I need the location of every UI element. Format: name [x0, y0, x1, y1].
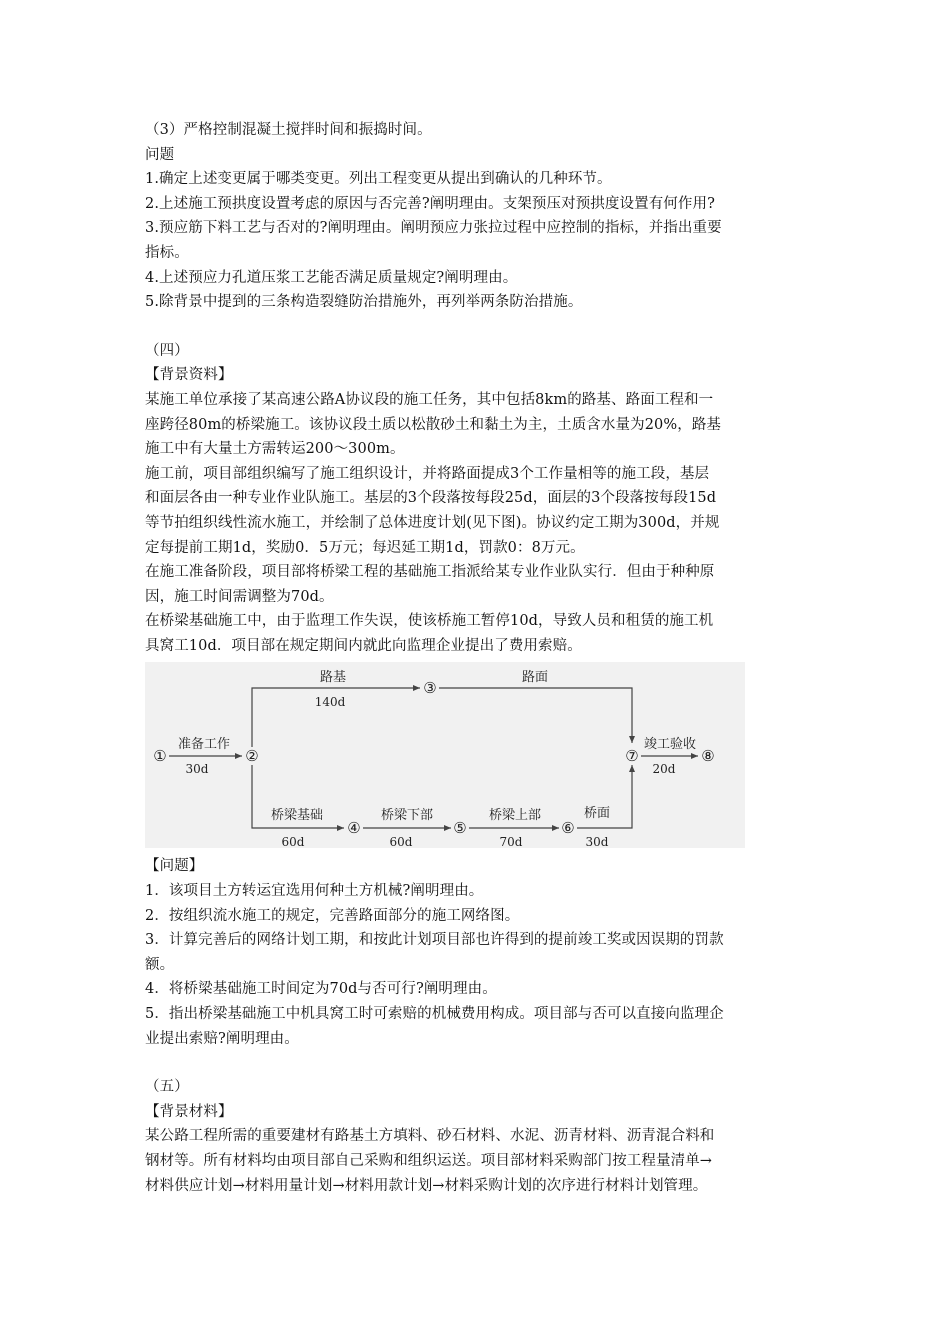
text-line: 5．指出桥梁基础施工中机具窝工时可索赔的机械费用构成。项目部与否可以直接向监理企: [145, 1006, 724, 1023]
text-line: 2．按组织流水施工的规定，完善路面部分的施工网络图。: [145, 907, 520, 924]
network-diagram: [145, 662, 745, 848]
node-8: ⑧: [701, 747, 715, 766]
node-1: ①: [153, 747, 167, 766]
text-line: 因，施工时间需调整为70d。: [145, 588, 334, 605]
text-line: 在施工准备阶段，项目部将桥梁工程的基础施工指派给某专业作业队实行．但由于种种原: [145, 564, 715, 581]
text-line: 指标。: [145, 244, 189, 261]
edge-label: 桥梁下部: [380, 808, 434, 824]
text-line: 具窝工10d．项目部在规定期间内就此向监理企业提出了费用索赔。: [145, 637, 582, 654]
network-diagram-svg: [145, 662, 745, 848]
block-section-4-background: [145, 339, 810, 659]
block-questions-3: [145, 118, 810, 315]
node-5: ⑤: [453, 819, 467, 838]
text-line: 某施工单位承接了某高速公路A协议段的施工任务，其中包括8km的路基、路面工程和一: [145, 391, 714, 408]
node-4: ④: [347, 819, 361, 838]
text-line: 施工中有大量土方需转运200～300m。: [145, 441, 405, 458]
edge-label: 桥梁上部: [488, 808, 542, 824]
text-line: 2.上述施工预拱度设置考虑的原因与否完善?阐明理由。支架预压对预拱度设置有何作用?: [145, 195, 715, 212]
document-page: [145, 118, 810, 1198]
edge-label: 桥面: [583, 806, 611, 822]
node-2: ②: [245, 747, 259, 766]
text-line: 1.确定上述变更属于哪类变更。列出工程变更从提出到确认的几种环节。: [145, 171, 612, 188]
edge-duration: 60d: [281, 835, 305, 849]
text-line: 等节拍组织线性流水施工，并绘制了总体进度计划(见下图)。协议约定工期为300d，并规: [145, 514, 720, 531]
edge-duration: 30d: [185, 762, 209, 777]
section-heading: （五）: [145, 1079, 189, 1096]
block-questions-4: [145, 854, 810, 1051]
block-section-5-background: [145, 1075, 810, 1198]
edge-label: 竣工验收: [643, 737, 697, 753]
text-line: 在桥梁基础施工中，由于监理工作失误，使该桥施工暂停10d，导致人员和租赁的施工机: [145, 613, 714, 630]
text-line: 3．计算完善后的网络计划工期，和按此计划项目部也许得到的提前竣工奖或因误期的罚款: [145, 932, 724, 949]
subsection-heading: 【背景资料】: [145, 367, 233, 384]
text-line: 额。: [145, 956, 175, 973]
node-6: ⑥: [561, 819, 575, 838]
edge-label: 准备工作: [177, 737, 231, 753]
text-line: 施工前，项目部组织编写了施工组织设计，并将路面提成3个工作量相等的施工段，基层: [145, 465, 710, 482]
edge-label: 路面: [521, 670, 549, 686]
subsection-heading: 【问题】: [145, 858, 204, 875]
text-line: 座跨径80m的桥梁施工。该协议段土质以松散砂土和黏土为主，土质含水量为20%，路基: [145, 416, 722, 433]
text-line: 4．将桥梁基础施工时间定为70d与否可行?阐明理由。: [145, 981, 497, 998]
text-line: 4.上述预应力孔道压浆工艺能否满足质量规定?阐明理由。: [145, 269, 518, 286]
text-line: （3）严格控制混凝土搅拌时间和振捣时间。: [145, 122, 432, 138]
section-heading: （四）: [145, 342, 189, 359]
text-line: 1．该项目土方转运宜选用何种土方机械?阐明理由。: [145, 883, 484, 900]
edge-3-7: [439, 688, 632, 743]
node-3: ③: [423, 679, 437, 698]
node-7: ⑦: [625, 747, 639, 766]
text-line: 业提出索赔?阐明理由。: [145, 1030, 299, 1047]
subsection-heading: 【背景材料】: [145, 1103, 233, 1120]
text-line: 定每提前工期1d，奖励0．5万元；每迟延工期1d，罚款0：8万元。: [145, 539, 585, 556]
text-line: 某公路工程所需的重要建材有路基土方填料、砂石材料、水泥、沥青材料、沥青混合料和: [145, 1128, 715, 1145]
text-line: 材料供应计划→材料用量计划→材料用款计划→材料采购计划的次序进行材料计划管理。: [145, 1177, 708, 1194]
edge-label: 桥梁基础: [270, 808, 324, 824]
edge-duration: 60d: [389, 835, 413, 849]
text-line: 钢材等。所有材料均由项目部自己采购和组织运送。项目部材料采购部门按工程量清单→: [145, 1153, 713, 1169]
text-line: 5.除背景中提到的三条构造裂缝防治措施外，再列举两条防治措施。: [145, 294, 583, 311]
edge-duration: 140d: [314, 695, 346, 710]
edge-duration: 20d: [652, 762, 676, 777]
edge-duration: 70d: [499, 835, 523, 849]
text-line: 问题: [145, 146, 175, 163]
text-line: 3.预应筋下料工艺与否对的?阐明理由。阐明预应力张拉过程中应控制的指标，并指出重要: [145, 220, 722, 237]
text-line: 和面层各由一种专业作业队施工。基层的3个段落按每段25d，面层的3个段落按每段15d: [145, 490, 717, 507]
edge-duration: 30d: [585, 835, 609, 849]
edge-label: 路基: [319, 670, 347, 686]
